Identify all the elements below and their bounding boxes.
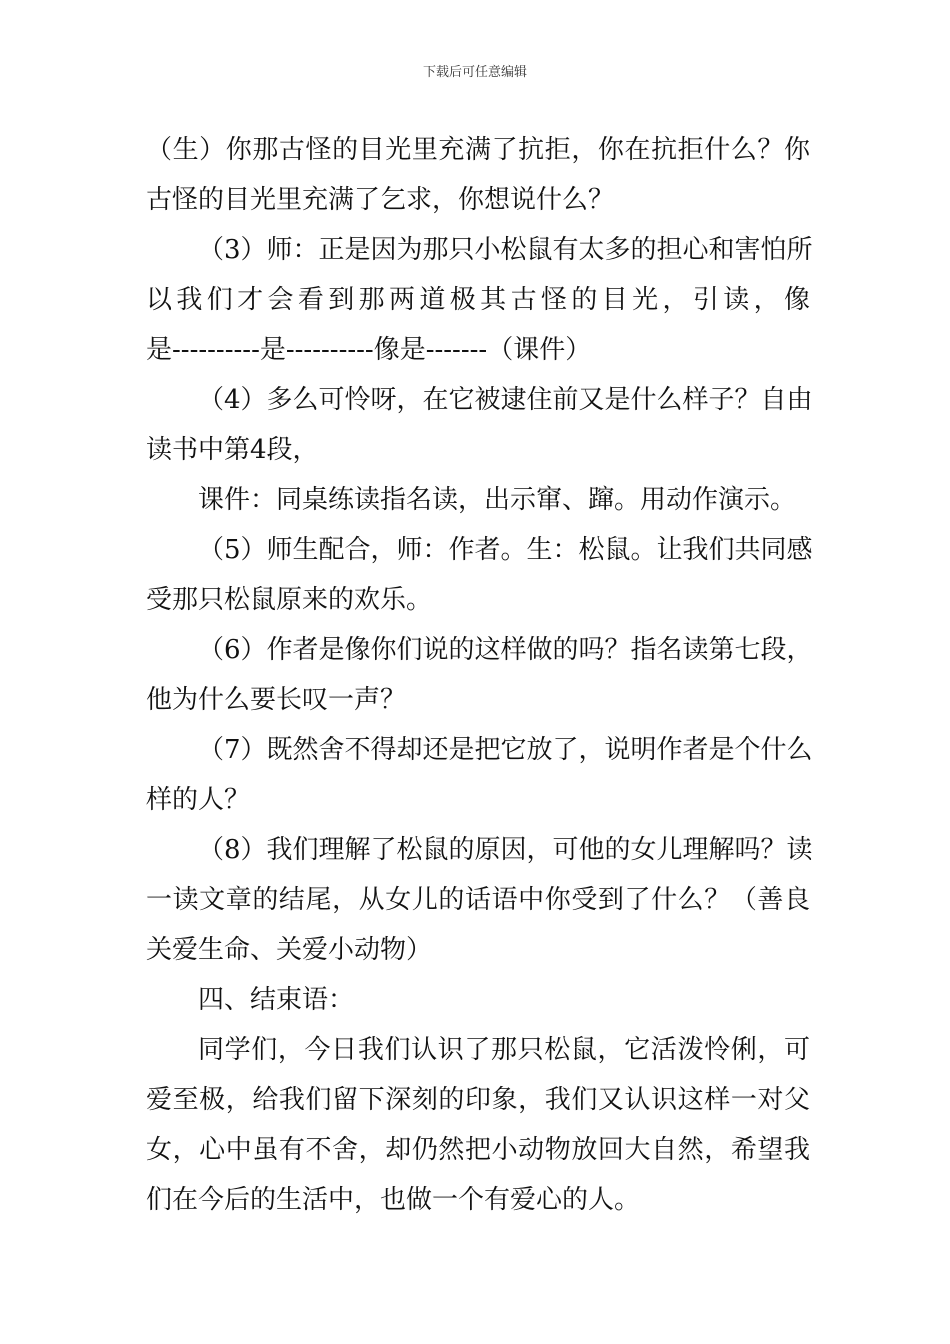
text-line: （6）作者是像你们说的这样做的吗？指名读第七段， [198, 635, 813, 665]
text-line: 受那只松鼠原来的欢乐。 [146, 585, 433, 615]
text-line: 女，心中虽有不舍，却仍然把小动物放回大自然，希望我 [146, 1135, 810, 1165]
text-line: 读书中第4段， [146, 435, 319, 465]
text-line: （3）师：正是因为那只小松鼠有太多的担心和害怕所 [198, 235, 813, 265]
text-line: （8）我们理解了松鼠的原因，可他的女儿理解吗？读 [198, 835, 813, 865]
text-line: （5）师生配合，师：作者。生：松鼠。让我们共同感 [198, 535, 813, 565]
text-line: （4）多么可怜呀，在它被逮住前又是什么样子？自由 [198, 385, 813, 415]
text-line: （7）既然舍不得却还是把它放了，说明作者是个什么 [198, 735, 813, 765]
section-heading: 四、结束语： [198, 985, 355, 1015]
text-line: 关爱生命、关爱小动物） [146, 935, 433, 965]
document-body [146, 125, 813, 1225]
text-line: 他为什么要长叹一声？ [146, 685, 407, 715]
text-line: 以我们才会看到那两道极其古怪的目光，引读，像 [146, 285, 810, 315]
text-line: 爱至极，给我们留下深刻的印象，我们又认识这样一对父 [146, 1085, 810, 1115]
text-line: 样的人？ [146, 785, 251, 815]
text-line: 们在今后的生活中，也做一个有爱心的人。 [146, 1185, 641, 1215]
text-line: 古怪的目光里充满了乞求，你想说什么？ [146, 185, 615, 215]
text-line: 一读文章的结尾，从女儿的话语中你受到了什么？（善良 [146, 885, 810, 915]
text-line: （生）你那古怪的目光里充满了抗拒，你在抗拒什么？你 [146, 135, 810, 165]
text-line: 是----------是----------像是-------（课件） [146, 335, 592, 365]
text-line: 同学们，今日我们认识了那只松鼠，它活泼怜俐，可 [198, 1035, 810, 1065]
text-line: 课件：同桌练读指名读，出示窜、蹿。用动作演示。 [198, 485, 797, 515]
page-header: 下载后可任意编辑 [422, 65, 527, 80]
